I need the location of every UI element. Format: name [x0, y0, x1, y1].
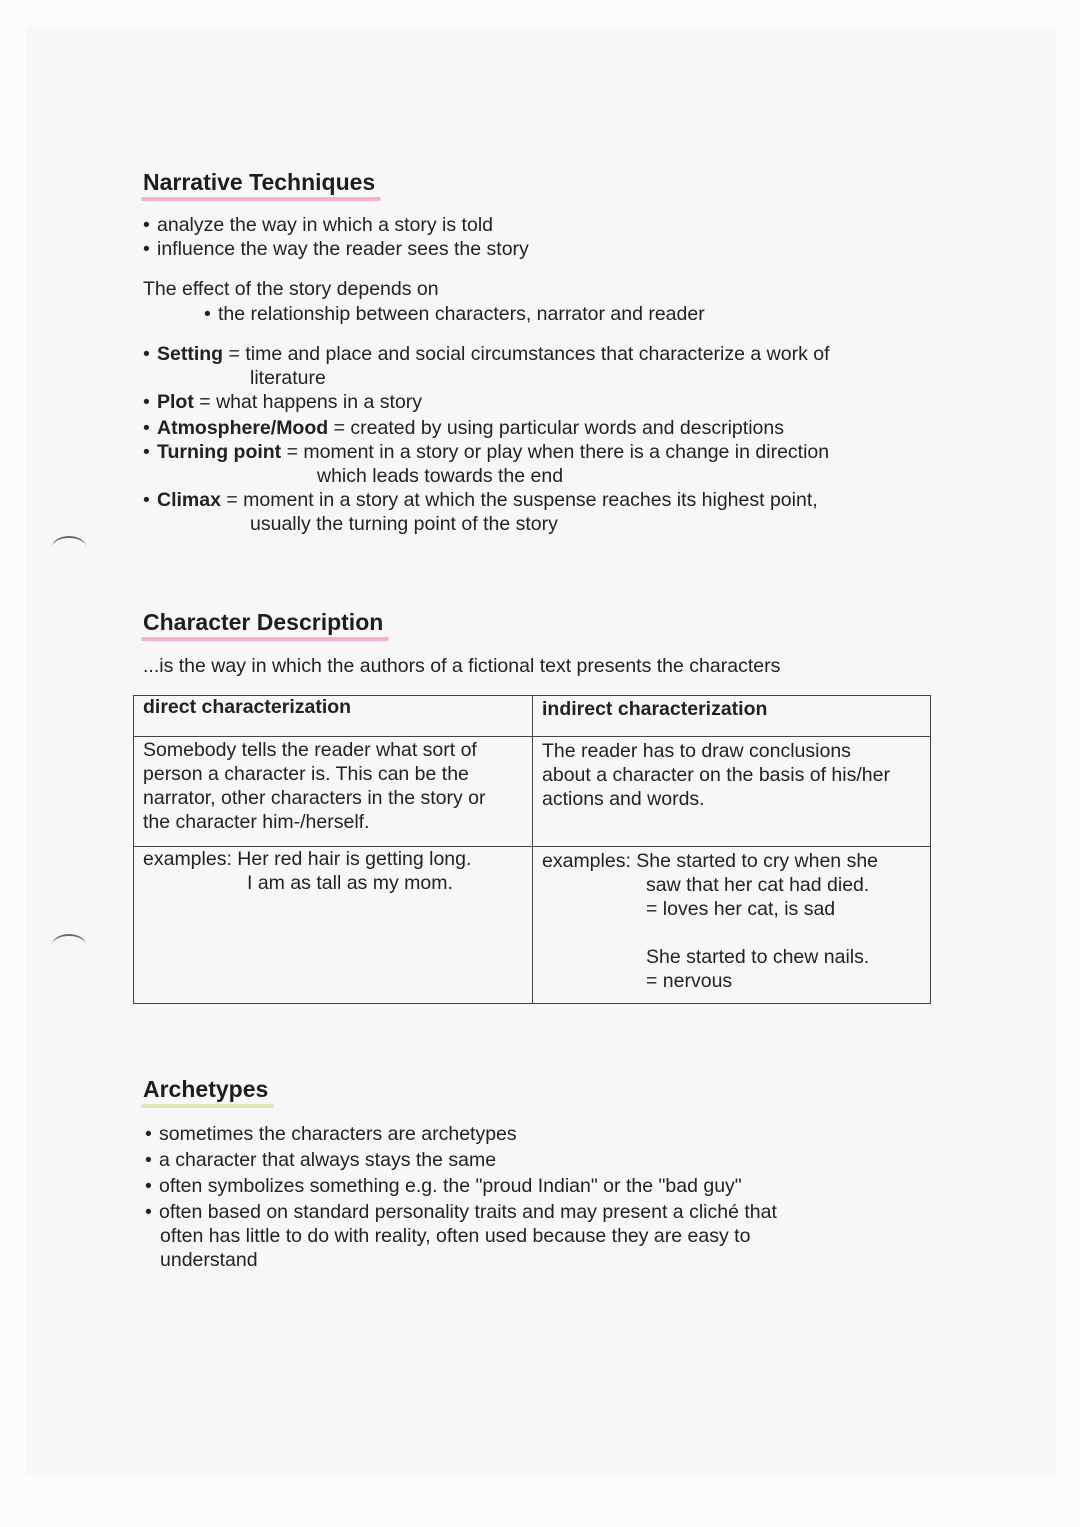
term-plot: • Plot = what happens in a story — [143, 390, 422, 414]
table-header-direct: direct characterization — [143, 696, 352, 718]
characterization-table — [133, 695, 931, 1004]
list-item: • analyze the way in which a story is told — [143, 213, 493, 237]
table-divider — [532, 696, 533, 1003]
list-item: • the relationship between characters, narrator and reader — [204, 302, 705, 326]
table-cell-direct-examples: examples: Her red hair is getting long. I am as tall as my mom. — [143, 848, 472, 894]
list-item: • a character that always stays the same — [145, 1148, 496, 1172]
punch-hole-mark — [52, 934, 86, 956]
list-item: • often symbolizes something e.g. the "proud Indian" or the "bad guy" — [145, 1174, 742, 1198]
table-cell-indirect-examples: examples: She started to cry when she saw that her cat had died. = loves her cat, is sad She started to chew nails. = nervous — [542, 850, 879, 992]
term-continuation: literature — [250, 367, 326, 389]
term-continuation: which leads towards the end — [317, 465, 564, 487]
table-header-indirect: indirect characterization — [542, 698, 768, 720]
character-intro: ...is the way in which the authors of a fictional text presents the characters — [143, 655, 781, 677]
term-turning-point: • Turning point = moment in a story or play when there is a change in direction — [143, 440, 829, 464]
effect-intro: The effect of the story depends on — [143, 278, 439, 300]
table-cell-direct-desc: Somebody tells the reader what sort of person a character is. This can be the narrator, other characters in the story or the character him-/herself. — [143, 739, 486, 833]
term-setting: • Setting = time and place and social circumstances that characterize a work of — [143, 342, 830, 366]
list-item: • influence the way the reader sees the story — [143, 237, 529, 261]
term-continuation: usually the turning point of the story — [250, 513, 558, 535]
table-divider — [134, 736, 930, 737]
punch-hole-mark — [52, 536, 86, 558]
term-atmosphere: • Atmosphere/Mood = created by using particular words and descriptions — [143, 416, 784, 440]
term-climax: • Climax = moment in a story at which the suspense reaches its highest point, — [143, 488, 818, 512]
section-heading-character: Character Description — [143, 609, 384, 635]
section-heading-narrative: Narrative Techniques — [143, 169, 376, 195]
list-item: • often based on standard personality traits and may present a cliché that — [145, 1200, 777, 1224]
list-item-continuation: often has little to do with reality, often used because they are easy to — [160, 1225, 751, 1247]
list-item: • sometimes the characters are archetypes — [145, 1122, 517, 1146]
table-cell-indirect-desc: The reader has to draw conclusions about a character on the basis of his/her actions and words. — [542, 740, 890, 810]
section-heading-archetypes: Archetypes — [143, 1076, 269, 1102]
list-item-continuation: understand — [160, 1249, 258, 1271]
